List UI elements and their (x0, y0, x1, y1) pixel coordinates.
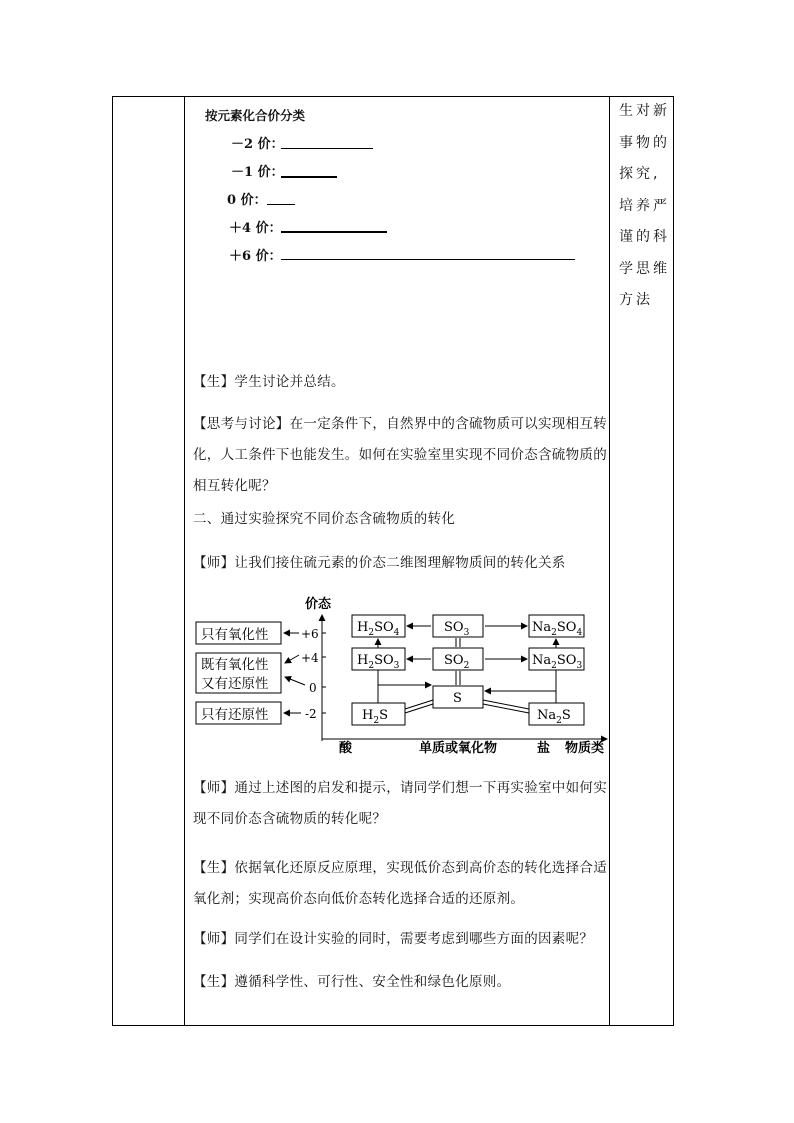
x-category-salt: 盐 (537, 741, 551, 756)
y-tick-plus6: +6 (301, 627, 319, 641)
blank-line-minus1 (281, 176, 337, 178)
svg-text:H2S: $H_2S$ (362, 708, 388, 726)
species-na2so4 (529, 615, 584, 638)
side-note-text: 生对新事物的探究,培养严谨的科学思维方法 (619, 103, 670, 308)
paragraph-student-principles: 【生】遵循科学性、可行性、安全性和绿色化原则。 (193, 974, 511, 990)
box-only-reducing-label: 只有还原性 (201, 707, 269, 723)
section-heading: 二、通过实验探究不同价态含硫物质的转化 (193, 511, 456, 527)
x-category-element-oxide: 单质或氧化物 (419, 741, 498, 756)
paragraph-teacher-factors: 【师】同学们在设计实验的同时，需要考虑到哪些方面的因素呢？ (193, 931, 594, 947)
valence-label-minus2: －2 价： (231, 137, 284, 152)
box-both-line2: 又有还原性 (201, 676, 269, 692)
species-h2so4 (352, 615, 405, 638)
species-h2s (352, 703, 405, 726)
sulfur-valence-diagram (193, 585, 613, 757)
box-only-oxidizing-label: 只有氧化性 (201, 627, 269, 643)
blank-line-plus4 (281, 231, 387, 233)
column-divider-left (184, 97, 185, 1025)
x-axis-label: 物质类 (565, 741, 605, 756)
species-s (433, 686, 483, 708)
valence-label-0: 0 价： (227, 193, 267, 208)
box-both-line1: 既有氧化性 (201, 657, 269, 673)
blank-line-plus6 (281, 259, 575, 260)
svg-text:H2SO3: $H_2SO_3$ (357, 653, 400, 671)
column-divider-right (609, 97, 610, 1025)
valence-label-plus4: ＋4 价： (229, 221, 282, 236)
valence-label-plus6: ＋6 价： (229, 249, 282, 264)
species-na2so3 (529, 648, 584, 671)
y-tick-minus2: -2 (305, 707, 317, 721)
paragraph-think-discuss: 【思考与讨论】在一定条件下，自然界中的含硫物质可以实现相互转化，人工条件下也能发生。如何在实验室里实现不同价态含硫物质的相互转化呢？ (193, 416, 607, 494)
paragraph-teacher-intro: 【师】让我们接住硫元素的价态二维图理解物质间的转化关系 (193, 555, 566, 571)
y-tick-0: 0 (309, 681, 317, 695)
svg-text:SO2: $SO_2$ (444, 653, 470, 671)
y-tick-plus4: +4 (301, 651, 319, 665)
svg-text:S: S (453, 691, 462, 706)
paragraph-teacher-question: 【师】通过上述图的启发和提示，请同学们想一下再实验室中如何实现不同价态含硫物质的转化呢？ (193, 780, 607, 827)
valence-label-minus1: －1 价： (231, 165, 284, 180)
paragraph-student-discussion: 【生】学生讨论并总结。 (193, 374, 345, 390)
svg-text:Na2SO4: $Na_2SO_4$ (532, 620, 583, 638)
species-so2 (433, 648, 483, 671)
blank-line-0 (267, 204, 295, 205)
classification-title: 按元素化合价分类 (205, 108, 306, 123)
lesson-table (112, 96, 674, 1026)
y-axis-label: 价态 (305, 597, 332, 612)
svg-text:Na2SO3: $Na_2SO_3$ (532, 653, 583, 671)
species-na2s (529, 703, 584, 726)
blank-line-minus2 (281, 148, 373, 149)
species-so3 (433, 615, 483, 638)
svg-text:SO3: $SO_3$ (444, 620, 470, 638)
paragraph-student-answer: 【生】依据氧化还原反应原理，实现低价态到高价态的转化选择合适氧化剂；实现高价态向低价态转化选择合适的还原剂。 (193, 860, 607, 907)
x-category-acid: 酸 (339, 741, 353, 756)
svg-text:Na2S: $Na_2S$ (537, 708, 571, 726)
species-h2so3 (352, 648, 405, 671)
svg-text:H2SO4: $H_2SO_4$ (357, 620, 400, 638)
